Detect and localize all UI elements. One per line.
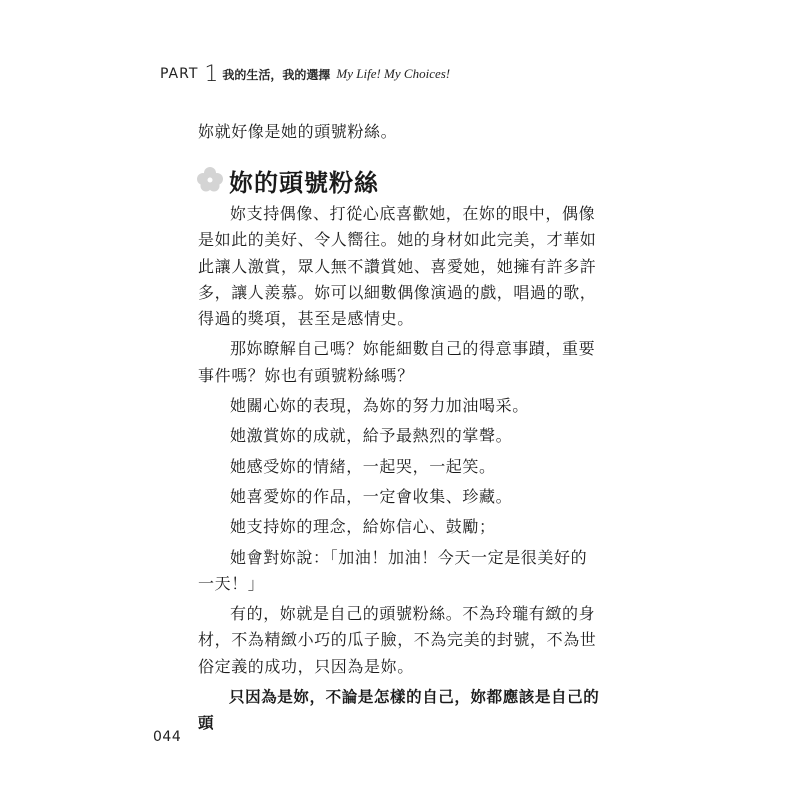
running-header	[160, 60, 450, 88]
header-title-en: My Life! My Choices!	[336, 66, 451, 81]
page-number: 044	[153, 729, 182, 745]
paragraph: 有的，妳就是自己的頭號粉絲。不為玲瓏有緻的身材，不為精緻小巧的瓜子臉，不為完美的封號，不為世俗定義的成功，只因為是妳。	[198, 604, 597, 676]
paragraph: 她關心妳的表現，為妳的努力加油喝采。	[230, 396, 529, 416]
intro-line: 妳就好像是她的頭號粉絲。	[198, 122, 398, 141]
paragraph: 她感受妳的情緒，一起哭，一起笑。	[230, 456, 496, 476]
section-title: 妳的頭號粉絲	[229, 167, 379, 197]
section-body	[198, 201, 602, 737]
part-label: PART	[160, 66, 199, 82]
section-heading	[195, 162, 379, 198]
header-title-zh: 我的生活，我的選擇	[222, 67, 331, 82]
paragraph: 妳支持偶像、打從心底喜歡她，在妳的眼中，偶像是如此的美好、令人嚮往。她的身材如此完美，才華如此讓人激賞，眾人無不讚賞她、喜愛她，她擁有許多許多，讓人羨慕。妳可以細數偶像演過的戲，唱過的歌，得過的獎項，甚至是感情史。	[198, 204, 597, 329]
part-number: 1	[204, 61, 219, 87]
clover-icon	[195, 165, 225, 195]
paragraph: 那妳瞭解自己嗎？妳能細數自己的得意事蹟，重要事件嗎？妳也有頭號粉絲嗎？	[198, 339, 596, 385]
bold-paragraph: 只因為是妳，不論是怎樣的自己，妳都應該是自己的頭	[198, 688, 600, 733]
paragraph: 她喜愛妳的作品，一定會收集、珍藏。	[230, 486, 513, 506]
paragraph: 她支持妳的理念，給妳信心、鼓勵；	[230, 517, 496, 537]
paragraph: 她激賞妳的成就，給予最熱烈的掌聲。	[230, 426, 513, 446]
paragraph: 她會對妳說：「加油！加油！今天一定是很美好的一天！」	[198, 547, 588, 593]
